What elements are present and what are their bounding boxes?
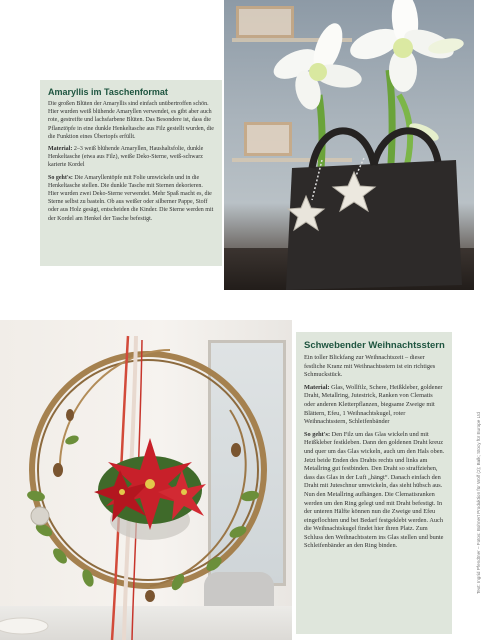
instructions-label: So geht's: [48, 174, 73, 181]
christmas-bauble [31, 507, 49, 525]
material-text: Glas, Wollfilz, Schere, Heißkleber, goldener Draht, Metallring, Jutestrick, Ranken von Clematis oder anderen Kletterpflanzen, biegsame Zweige mit Blättern, Efeu, 1 Weihnachtskugel, roter Weihnachtsstern, Schleifenbänder [304, 383, 443, 426]
instructions-text: Die Amaryllentöpfe mit Folie umwickeln und in die Henkeltasche stellen. Die dunkle Tasche mit Sternen dekorieren. Hier wurden zwei Deko-Sterne verwendet. Mehr Spaß macht es, die Sterne selbst zu basteln. Ob aus weißer oder silberner Pappe, Stoff oder aus Holz gesägt, entscheiden die Kinder. Die Sterne werden mit der Kordel am Henkel der Tasche befestigt. [48, 174, 214, 222]
material-label: Material: [48, 146, 73, 153]
amaryllis-photo [224, 0, 474, 290]
material-paragraph [48, 145, 214, 170]
wreath-illustration [0, 320, 292, 640]
amaryllis-flower-left [269, 19, 363, 112]
instructions-label: So geht's: [304, 430, 331, 438]
photo-credit: Text: Ingrid Pfendtner – Fotos: Bohnert Produktion für Wolf (2); Balk; Stocy für Europe Ltd [476, 412, 481, 594]
instructions-paragraph [304, 431, 445, 551]
weihnachtsstern-text-box [296, 332, 452, 634]
article-intro: Die großen Blüten der Amaryllis sind einfach unübertroffen schön. Hier wurden weiß blühende Amaryllen verwendet, es gibt aber auch rote, gestreifte und lachsfarbene Blüten. Das Besondere ist, dass die Pflanztöpfe in eine dunkle Henkeltasche aus Filz gestellt wurden, die die Funktion eines Übertopfs erfüllt. [48, 101, 214, 140]
instructions-text: Den Filz um das Glas wickeln und mit Heißkleber festkleben. Dann den goldenen Draht kreuz und quer um das Glas wickeln, auch um den Hals oben. Jetzt beide Enden des Drahts rechts und links am Metallring gut festbinden. Den Draht so straffziehen, dass das Glas in der Luft „hängt“. Danach einfach den Draht mit Juteschnur umwickeln, das sieht hübsch aus. Nun den Metallring aufhängen. Die Clematisranken werden um den Ring gelegt und mit Draht befestigt. In der unteren Hälfte können nun die Zweige und Efeu eingeflochten und bei Bedarf festgeklebt werden. Auch die Weihnachtskugel findet hier ihren Platz. Zum Schluss den Weihnachtsstern ins Glas stellen und bunte Schleifenbänder an den Ring binden. [304, 430, 445, 550]
amaryllis-illustration [224, 0, 474, 290]
material-paragraph [304, 384, 445, 427]
article-intro: Ein toller Blickfang zur Weihnachtszeit – dieser festliche Kranz mit Weihnachtsstern ist ein richtiges Schmuckstück. [304, 354, 436, 379]
instructions-paragraph [48, 174, 214, 223]
amaryllis-text-box [40, 80, 222, 266]
article-heading: Schwebender Weihnachtsstern [304, 340, 445, 351]
plate [0, 618, 48, 634]
article-heading: Amaryllis im Taschenformat [48, 87, 168, 97]
material-text: 2–3 weiß blühende Amaryllen, Haushaltsfolie, dunkle Henkeltasche (etwa aus Filz), weiße Deko-Sterne, weiß-schwarz karierte Kordel [48, 146, 204, 169]
material-label: Material: [304, 383, 330, 391]
poinsettia-wreath-photo [0, 320, 292, 640]
